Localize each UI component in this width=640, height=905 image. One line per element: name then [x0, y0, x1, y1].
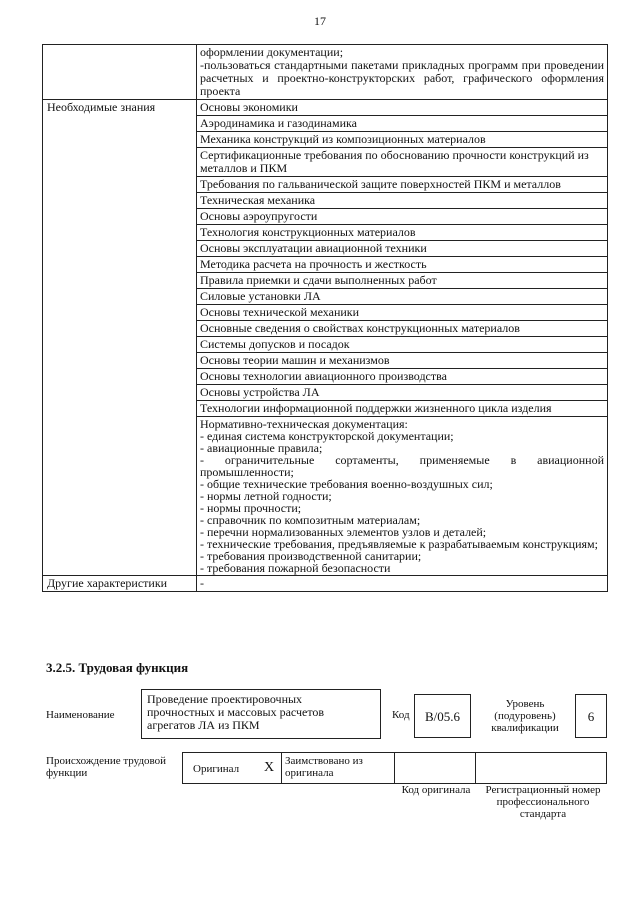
normative-line: - требования пожарной безопасности [200, 561, 391, 575]
knowledge-item: Аэродинамика и газодинамика [197, 116, 608, 132]
table-row [43, 576, 608, 592]
knowledge-item: Требования по гальванической защите поверхностей ПКМ и металлов [197, 177, 608, 193]
knowledge-item: Силовые установки ЛА [197, 289, 608, 305]
skills-continuation-cell [197, 45, 608, 100]
original-mark: X [264, 760, 275, 775]
code-box [414, 694, 471, 738]
reg-number-caption: Регистрационный номер профессионального стандарта [485, 784, 601, 820]
table-row [43, 100, 608, 116]
knowledge-item: Основы технической механики [197, 305, 608, 321]
knowledge-item: Основы теории машин и механизмов [197, 353, 608, 369]
normative-line: - технические требования, предъявляемые к разрабатываемым конструкциям; [200, 537, 598, 551]
page-number: 17 [314, 14, 326, 28]
normative-line: - перечни нормализованных элементов узлов и деталей; [200, 525, 487, 539]
knowledge-item: Техническая механика [197, 193, 608, 209]
knowledge-table [42, 44, 608, 592]
name-label: Наименование [46, 709, 115, 721]
original-label: Оригинал [193, 763, 240, 775]
knowledge-item: Сертификационные требования по обоснованию прочности конструкций из металлов и ПКМ [197, 148, 608, 177]
function-name-box [141, 689, 381, 739]
normative-line: - нормы прочности; [200, 501, 302, 515]
normative-line: - ограничительные сортаменты, применяемые в авиационной промышленности; [200, 453, 604, 479]
divider [394, 753, 395, 783]
code-value: B/05.6 [424, 709, 461, 724]
knowledge-item: Основы устройства ЛА [197, 385, 608, 401]
normative-line: - авиационные правила; [200, 441, 323, 455]
normative-line: - общие технические требования военно-воздушных сил; [200, 477, 493, 491]
borrowed-label: Заимствовано из оригинала [285, 755, 363, 779]
function-name-value: Проведение проектировочных прочностных и массовых расчетов агрегатов ЛА из ПКМ [147, 692, 325, 732]
level-value: 6 [587, 709, 595, 724]
normative-line: - единая система конструкторской документации; [200, 429, 454, 443]
knowledge-item: Технологии информационной поддержки жизненного цикла изделия [197, 401, 608, 417]
knowledge-item: Правила приемки и сдачи выполненных работ [197, 273, 608, 289]
knowledge-item: Системы допусков и посадок [197, 337, 608, 353]
knowledge-item: Основы экономики [197, 100, 608, 116]
code-original-caption: Код оригинала [401, 784, 471, 796]
normative-line: - нормы летной годности; [200, 489, 332, 503]
origin-box [182, 752, 607, 784]
level-label: Уровень (подуровень) квалификации [491, 698, 559, 734]
knowledge-item: Основы технологии авиационного производства [197, 369, 608, 385]
normative-line: Нормативно-техническая документация: [200, 417, 408, 431]
knowledge-item: Технология конструкционных материалов [197, 225, 608, 241]
normative-line: - справочник по композитным материалам; [200, 513, 421, 527]
knowledge-item: Основы эксплуатации авиационной техники [197, 241, 608, 257]
table-row [43, 45, 608, 100]
knowledge-item: Основы аэроупругости [197, 209, 608, 225]
knowledge-label: Необходимые знания [43, 100, 197, 576]
knowledge-item: Основные сведения о свойствах конструкционных материалов [197, 321, 608, 337]
knowledge-item: Методика расчета на прочность и жесткость [197, 257, 608, 273]
level-box [575, 694, 607, 738]
section-title: 3.2.5. Трудовая функция [46, 660, 189, 675]
code-label: Код [392, 709, 410, 721]
origin-label: Происхождение трудовой функции [46, 755, 167, 779]
other-value: - [197, 576, 608, 592]
divider [475, 753, 476, 783]
skills-line: оформлении документации; [200, 45, 344, 59]
divider [281, 753, 282, 783]
other-label: Другие характеристики [43, 576, 197, 592]
normative-line: - требования производственной санитарии; [200, 549, 422, 563]
knowledge-item: Механика конструкций из композиционных материалов [197, 132, 608, 148]
skills-line: -пользоваться стандартными пакетами прикладных программ при проведении расчетных и проектно-конструкторских работ, графического оформления проекта [200, 58, 604, 98]
normative-docs-cell [197, 417, 608, 576]
